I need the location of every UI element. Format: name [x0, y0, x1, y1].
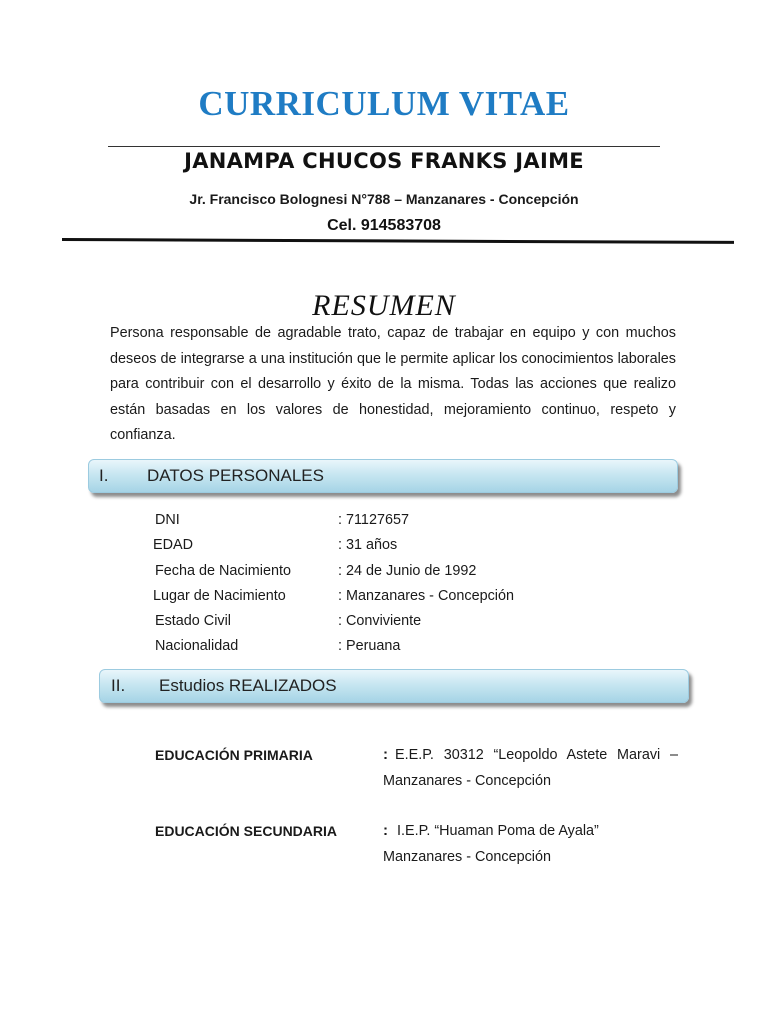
section-bar-estudios [99, 669, 689, 703]
datos-label: EDAD [153, 537, 193, 554]
section-bar-datos-personales [88, 459, 678, 493]
title-underline [108, 146, 660, 147]
resumen-heading: RESUMEN [312, 289, 456, 322]
estudio-location: Manzanares - Concepción [383, 773, 551, 789]
estudio-institution: E.E.P. 30312 “Leopoldo Astete Maravi – [395, 747, 678, 763]
estudio-colon: : [383, 746, 388, 763]
datos-label: Nacionalidad [155, 638, 239, 655]
section-title: Estudios REALIZADOS [159, 676, 337, 695]
estudio-level: EDUCACIÓN SECUNDARIA [155, 823, 338, 839]
resumen-paragraph: Persona responsable de agradable trato, capaz de trabajar en equipo y con muchos deseos de integrarse a una institución que le permite aplicar los conocimientos laborales para contribuir con el desarrollo y éxito de la misma. Todas las acciones que realizo están basadas en los valores de honestidad, mejoramiento continuo, respeto y confianza. [110, 325, 676, 443]
datos-row-estado-civil [0, 609, 768, 634]
header-divider [62, 238, 734, 244]
datos-row-edad [0, 533, 768, 558]
datos-label: Lugar de Nacimiento [153, 587, 286, 604]
datos-value: : 31 años [338, 537, 398, 554]
estudio-colon: : [383, 822, 388, 839]
datos-value: : Conviviente [338, 613, 422, 630]
datos-value: : 24 de Junio de 1992 [338, 562, 477, 579]
estudio-location: Manzanares - Concepción [383, 849, 551, 865]
applicant-name: JANAMPA CHUCOS FRANKS JAIME [184, 149, 584, 173]
section-number: I. [99, 466, 109, 485]
datos-row-dni [0, 508, 768, 533]
datos-value: : Peruana [338, 638, 401, 655]
datos-label: Estado Civil [155, 613, 231, 630]
address-line: Jr. Francisco Bolognesi N°788 – Manzanares - Concepción [189, 191, 579, 207]
estudio-level: EDUCACIÓN PRIMARIA [155, 747, 313, 763]
datos-label: DNI [155, 512, 180, 528]
datos-value: : Manzanares - Concepción [338, 587, 514, 604]
datos-personales-list [0, 508, 768, 660]
datos-row-fecha-nacimiento [0, 559, 768, 584]
datos-value: : 71127657 [338, 512, 409, 528]
datos-row-nacionalidad [0, 634, 768, 659]
estudio-institution: I.E.P. “Huaman Poma de Ayala” [397, 823, 599, 839]
cv-title: CURRICULUM VITAE [198, 84, 570, 123]
section-title: DATOS PERSONALES [147, 466, 324, 485]
datos-label: Fecha de Nacimiento [155, 562, 291, 579]
phone-line: Cel. 914583708 [327, 217, 441, 234]
section-number: II. [111, 676, 126, 695]
datos-row-lugar-nacimiento [0, 584, 768, 609]
